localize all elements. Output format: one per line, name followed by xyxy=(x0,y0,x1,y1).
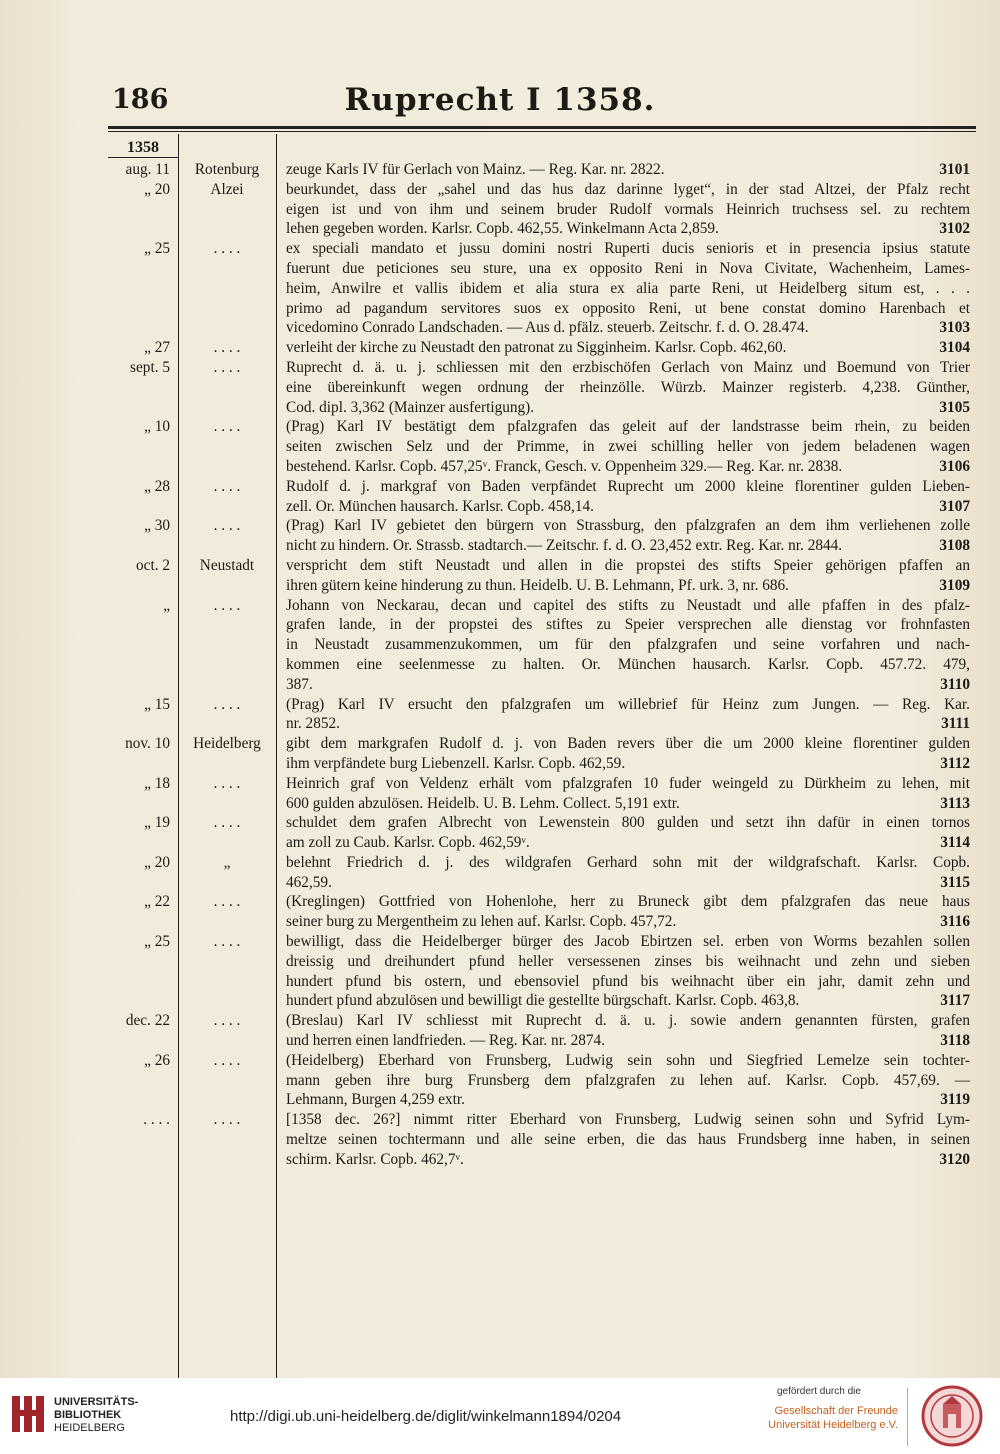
table-row xyxy=(108,932,978,1011)
entry-text xyxy=(276,516,970,556)
entry-number: 3117 xyxy=(940,992,970,1010)
table-row xyxy=(108,774,978,814)
entry-text-line: gibt dem markgrafen Rudolf d. j. von Baden revers über die um 2000 kleine florentiner gulden xyxy=(286,735,970,753)
entry-place: . . . . xyxy=(213,517,241,535)
entry-text-line: Johann von Neckarau, decan und capitel des stifts zu Neustadt und alle pfaffen in des pfalz- xyxy=(286,596,970,614)
entry-text xyxy=(276,695,970,735)
entry-date: „ 15 xyxy=(144,695,170,713)
society-name-line2: Universität Heidelberg e.V. xyxy=(768,1419,898,1431)
entry-text-line: grafen lande, in der propstei des stiftes zu Speier versprechen alle dienstag vor frohnfasten xyxy=(286,616,970,634)
entry-number: 3104 xyxy=(939,339,970,357)
entry-place: . . . . xyxy=(213,358,241,376)
entry-text xyxy=(276,338,970,358)
entry-text xyxy=(276,1110,970,1169)
year-rule xyxy=(108,157,178,158)
entry-place: . . . . xyxy=(213,1051,241,1069)
entry-date: „ 18 xyxy=(144,774,170,792)
entry-date: „ xyxy=(163,596,170,614)
entry-date: „ 19 xyxy=(144,814,170,832)
entry-number: 3110 xyxy=(940,675,970,693)
entry-place: Neustadt xyxy=(199,556,255,574)
table-row xyxy=(108,892,978,932)
entry-text-line: nicht zu hindern. Or. Strassb. stadtarch.— Zeitschr. f. d. O. 23,452 extr. Reg. Kar. nr. 2844. xyxy=(286,537,843,555)
entry-text xyxy=(276,160,970,180)
entry-text-line: eine übereinkunft wegen ordnung der rheinzölle. Würzb. Mainzer registerb. 4,238. Günther, xyxy=(286,378,970,396)
entry-text-line: vicedomino Conrado Landschaden. — Aus d. pfälz. steuerb. Zeitschr. f. d. O. 28.474. xyxy=(286,319,809,337)
table-row xyxy=(108,1011,978,1051)
entry-text xyxy=(276,774,970,814)
entry-number: 3119 xyxy=(940,1091,970,1109)
table-row xyxy=(108,813,978,853)
entry-place: . . . . xyxy=(213,240,241,258)
entry-place: . . . . xyxy=(213,695,241,713)
entry-text-line: hundert pfund abzulösen und bewilligt die gestellte bürgschaft. Karlsr. Copb. 463,8. xyxy=(286,992,800,1010)
entry-place: . . . . xyxy=(213,596,241,614)
table-row xyxy=(108,853,978,893)
table-row xyxy=(108,734,978,774)
entry-text-line: Lehmann, Burgen 4,259 extr. xyxy=(286,1091,465,1109)
entry-text xyxy=(276,892,970,932)
entry-text-line: ex speciali mandato et jussu domini nostri Ruperti ducis senioris et in presencia ipsius statute xyxy=(286,240,970,258)
entry-number: 3105 xyxy=(939,398,970,416)
entry-text-line: (Breslau) Karl IV schliesst mit Ruprecht d. ä. u. j. sowie andern genannten fürsten, grafen xyxy=(286,1012,970,1030)
entry-date: „ 22 xyxy=(144,893,170,911)
entry-text-line: ihm verpfändete burg Liebenzell. Karlsr. Copb. 462,59. xyxy=(286,754,626,772)
entry-text xyxy=(276,417,970,476)
entry-place: Heidelberg xyxy=(193,735,261,753)
entry-text xyxy=(276,813,970,853)
entry-text-line: belehnt Friedrich d. j. des wildgrafen Gerhard sohn mit der wildgrafschaft. Karlsr. Copb. xyxy=(286,853,970,871)
entry-text-line: Cod. dipl. 3,362 (Mainzer ausfertigung). xyxy=(286,398,535,416)
entry-date: oct. 2 xyxy=(136,556,170,574)
entry-text xyxy=(276,734,970,774)
entry-text xyxy=(276,239,970,338)
table-row xyxy=(108,1051,978,1110)
entry-place: „ xyxy=(223,853,231,871)
entry-text xyxy=(276,596,970,695)
entry-number: 3107 xyxy=(939,497,970,515)
entry-text-line: dreissig und dreihundert pfund heller versessenen zinses bis weihnacht und zehn und sieben xyxy=(286,952,970,970)
entry-text-line: schuldet dem grafen Albrecht von Lewenstein 800 gulden und setzt ihn dafür in einen tornos xyxy=(286,814,970,832)
university-seal-icon xyxy=(921,1384,983,1448)
library-name-line3: HEIDELBERG xyxy=(54,1422,125,1434)
entry-number: 3113 xyxy=(940,794,970,812)
footer-separator xyxy=(907,1388,908,1446)
entry-number: 3108 xyxy=(939,537,970,555)
table-row xyxy=(108,160,978,180)
footer-bar xyxy=(0,1378,1000,1454)
table-row xyxy=(108,417,978,476)
entry-date: „ 27 xyxy=(144,339,170,357)
entry-date: „ 25 xyxy=(144,933,170,951)
entry-text-line: 600 gulden abzulösen. Heidelb. U. B. Lehm. Collect. 5,191 extr. xyxy=(286,794,680,812)
table-row xyxy=(108,596,978,695)
permalink-url[interactable]: http://digi.ub.uni-heidelberg.de/diglit/winkelmann1894/0204 xyxy=(230,1408,622,1425)
entry-text-line: Ruprecht d. ä. u. j. schliessen mit den erzbischöfen Gerlach von Mainz und Boemund von Trier xyxy=(286,358,970,376)
table-row xyxy=(108,1110,978,1169)
page-number: 186 xyxy=(112,84,169,115)
entry-place: . . . . xyxy=(213,1111,241,1129)
entry-text-line: am zoll zu Caub. Karlsr. Copb. 462,59ᵛ. xyxy=(286,834,530,852)
entry-date: „ 30 xyxy=(144,517,170,535)
entry-text-line: in Neustadt zusammenzukommen, um für den pfalzgrafen und seine vorfahren und nach- xyxy=(286,636,970,654)
entry-text-line: hundert pfund bis ostern, und ebensoviel pfund bis weihnacht über ein jahr, damit zehn und xyxy=(286,972,970,990)
entry-text-line: beurkundet, dass der „sahel und das hus daz darinne lyget“, in der stad Altzei, der Pfalz recht xyxy=(286,180,970,198)
entry-text-line: bewilligt, dass die Heidelberger bürger des Jacob Ebirtzen sel. erben von Worms bezahlen sollen xyxy=(286,933,970,951)
entry-place: . . . . xyxy=(213,774,241,792)
entry-number: 3111 xyxy=(941,715,970,733)
sponsor-label: gefördert durch die xyxy=(777,1386,861,1397)
entry-number: 3116 xyxy=(940,913,970,931)
library-name-line2: BIBLIOTHEK xyxy=(54,1409,122,1421)
entry-place: . . . . xyxy=(213,477,241,495)
entry-text-line: ihren gütern keine hinderung zu thun. Heidelb. U. B. Lehmann, Pf. urk. 3, nr. 686. xyxy=(286,576,789,594)
library-name xyxy=(54,1396,138,1435)
entry-text xyxy=(276,1011,970,1051)
entry-place: . . . . xyxy=(213,933,241,951)
table-row xyxy=(108,338,978,358)
entry-place: . . . . xyxy=(213,893,241,911)
entry-text-line: primo ad pagandum servitores suos ex opposito Reni, ut bene constat domino Harenbach et xyxy=(286,299,970,317)
entry-number: 3102 xyxy=(939,220,970,238)
entry-text-line: nr. 2852. xyxy=(286,715,340,733)
entry-text-line: zeuge Karls IV für Gerlach von Mainz. — Reg. Kar. nr. 2822. xyxy=(286,161,665,178)
table-row xyxy=(108,695,978,735)
entry-text-line: (Prag) Karl IV gebietet den bürgern von Strassburg, den pfalzgrafen an dem ihm verliehenen zolle xyxy=(286,517,970,535)
entry-text-line: kommen eine seelenmesse zu halten. Or. München hausarch. Karlsr. Copb. 457.72. 479, xyxy=(286,655,970,673)
entry-date: dec. 22 xyxy=(125,1012,170,1030)
entry-text-line: 462,59. xyxy=(286,873,332,891)
entry-text-line: mann geben ihre burg Frunsberg dem pfalzgrafen zu lehen auf. Karlsr. Copb. 457,69. — xyxy=(286,1071,970,1089)
society-name-line1: Gesellschaft der Freunde xyxy=(774,1405,898,1417)
entry-date: aug. 11 xyxy=(125,161,170,178)
entry-text-line: verspricht dem stift Neustadt und allen in die propstei des stifts Speier gehörigen pfaffen an xyxy=(286,556,970,574)
entry-text-line: (Prag) Karl IV bestätigt dem pfalzgrafen das geleit auf der landstrasse beim rhein, zu beiden xyxy=(286,418,970,436)
library-logo-icon[interactable] xyxy=(10,1394,46,1434)
entry-date: . . . . xyxy=(143,1111,170,1129)
entry-place: Rotenburg xyxy=(194,161,260,178)
table-row xyxy=(108,516,978,556)
entry-date: „ 25 xyxy=(144,240,170,258)
year-heading: 1358 xyxy=(127,139,159,156)
entry-date: „ 20 xyxy=(144,853,170,871)
entry-text-line: schirm. Karlsr. Copb. 462,7ᵛ. xyxy=(286,1150,464,1168)
entry-text-line: (Kreglingen) Gottfried von Hohenlohe, herr zu Bruneck gibt dem pfalzgrafen das neue haus xyxy=(286,893,970,911)
regesta-table xyxy=(108,160,978,1170)
entry-place: . . . . xyxy=(213,1012,241,1030)
entry-text-line: (Prag) Karl IV ersucht den pfalzgrafen um willebrief für Heinz zum Jungen. — Reg. Kar. xyxy=(286,695,970,713)
entry-text-line: 387. xyxy=(286,675,313,693)
table-row xyxy=(108,358,978,417)
entry-text xyxy=(276,556,970,596)
entry-text xyxy=(276,853,970,893)
entry-place: . . . . xyxy=(213,814,241,832)
header-rule xyxy=(108,126,976,129)
table-row xyxy=(108,477,978,517)
entry-text-line: Rudolf d. j. markgraf von Baden verpfändet Ruprecht um 2000 kleine florentiner gulden Lieben- xyxy=(286,477,970,495)
entry-date: „ 10 xyxy=(144,418,170,436)
entry-place: . . . . xyxy=(213,418,241,436)
entry-date: „ 20 xyxy=(144,180,170,198)
entry-date: „ 26 xyxy=(144,1051,170,1069)
entry-place: . . . . xyxy=(213,339,241,357)
entry-text xyxy=(276,1051,970,1110)
entry-date: sept. 5 xyxy=(130,358,170,376)
entry-number: 3112 xyxy=(940,754,970,772)
table-row xyxy=(108,180,978,239)
entry-number: 3106 xyxy=(939,457,970,475)
entry-text-line: heim, Anwilre et vallis ibidem et alia stura ex alia parte Reni, ut Heidelberg situm est, . . . xyxy=(286,279,970,297)
entry-date: nov. 10 xyxy=(125,735,170,753)
entry-number: 3120 xyxy=(939,1150,970,1168)
entry-text-line: [1358 dec. 26?] nimmt ritter Eberhard von Frunsberg, Ludwig seinen sohn und Syfrid Lym- xyxy=(286,1111,970,1129)
entry-number: 3114 xyxy=(940,834,970,852)
entry-text xyxy=(276,180,970,239)
entry-number: 3109 xyxy=(939,576,970,594)
entry-text xyxy=(276,358,970,417)
entry-text-line: seiten zwischen Selz und der Primme, in zwei schilling heller von jedem beladenen wagen xyxy=(286,438,970,456)
entry-number: 3101 xyxy=(939,161,970,178)
entry-place: Alzei xyxy=(210,180,244,198)
entry-text xyxy=(276,932,970,1011)
entry-text-line: eigen ist und von ihm und seinem bruder Rudolf vormals Heinrich truchsess sel. zu rechtem xyxy=(286,200,970,218)
entry-text-line: fuerunt due peticiones seu sture, una ex opposito Reni in Nova Civitate, Wachenheim, Lames- xyxy=(286,259,970,277)
entry-number: 3103 xyxy=(939,319,970,337)
table-row xyxy=(108,556,978,596)
entry-text xyxy=(276,477,970,517)
entry-number: 3118 xyxy=(940,1032,970,1050)
entry-number: 3115 xyxy=(940,873,970,891)
entry-text-line: seiner burg zu Mergentheim zu lehen auf. Karlsr. Copb. 457,72. xyxy=(286,913,677,931)
entry-text-line: (Heidelberg) Eberhard von Frunsberg, Ludwig sein sohn und Siegfried Lemelze sein tochter- xyxy=(286,1051,970,1069)
entry-text-line: verleiht der kirche zu Neustadt den patronat zu Sigginheim. Karlsr. Copb. 462,60. xyxy=(286,339,787,357)
society-name[interactable] xyxy=(760,1404,898,1432)
entry-text-line: und herren einen landfrieden. — Reg. Kar. nr. 2874. xyxy=(286,1032,606,1050)
entry-text-line: zell. Or. München hausarch. Karlsr. Copb. 458,14. xyxy=(286,497,594,515)
page-title: Ruprecht I 1358. xyxy=(344,82,656,118)
entry-text-line: Heinrich graf von Veldenz erhält vom pfalzgrafen 10 fuder weingeld zu Dürkheim zu lehen, mit xyxy=(286,774,970,792)
header-rule-thin xyxy=(108,131,976,132)
entry-text-line: meltze seinen tochtermann und alle seine erben, die das haus Frundsberg inne haben, in seinen xyxy=(286,1131,970,1149)
library-name-line1: UNIVERSITÄTS- xyxy=(54,1396,139,1408)
entry-date: „ 28 xyxy=(144,477,170,495)
entry-text-line: lehen gegeben worden. Karlsr. Copb. 462,55. Winkelmann Acta 2,859. xyxy=(286,220,719,238)
table-row xyxy=(108,239,978,338)
entry-text-line: bestehend. Karlsr. Copb. 457,25ᵛ. Franck, Gesch. v. Oppenheim 329.— Reg. Kar. nr. 2838. xyxy=(286,457,843,475)
